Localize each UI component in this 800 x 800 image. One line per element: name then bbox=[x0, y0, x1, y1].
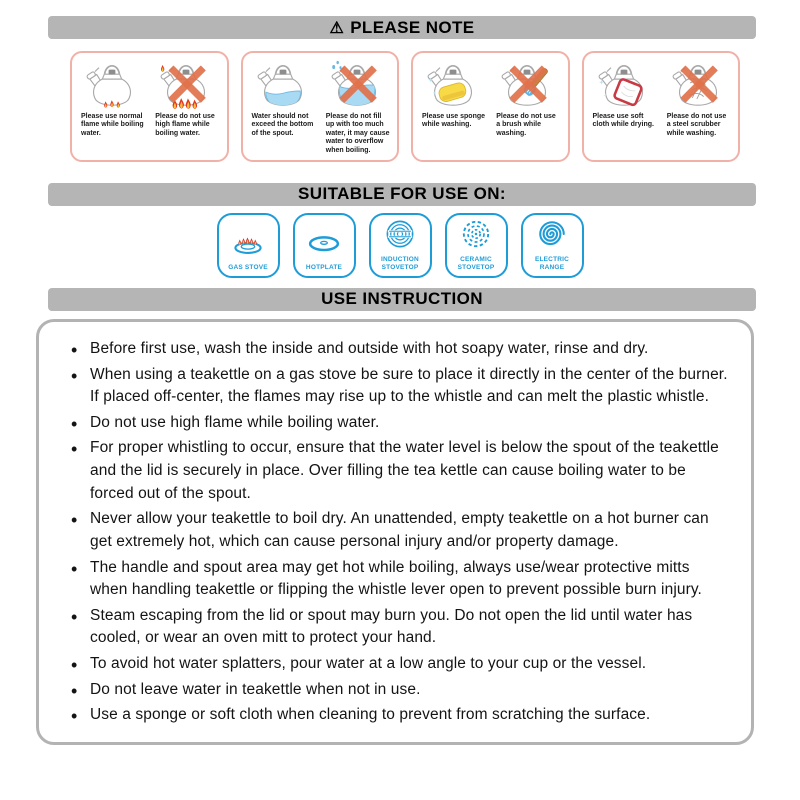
do-caption: Please use sponge while washing. bbox=[422, 113, 486, 129]
dont-caption: Please do not use a brush while washing. bbox=[496, 113, 556, 137]
electric-range-icon bbox=[527, 213, 577, 255]
instruction-item: • Do not use high flame while boiling water. bbox=[69, 412, 729, 435]
stove-label: CERAMIC STOVETOP bbox=[457, 255, 495, 271]
stove-electric bbox=[521, 213, 584, 278]
instruction-item: • When using a teakettle on a gas stove be sure to place it directly in the center of the burner. If placed off-center, the flames may rise up to the whistle and can melt the plastic whistle. bbox=[69, 364, 729, 409]
stove-ceramic bbox=[445, 213, 508, 278]
do-caption: Please use normal flame while boiling water. bbox=[81, 113, 144, 137]
warning-box-water bbox=[241, 51, 400, 162]
dont-caption: Please do not use a steel scrubber while washing. bbox=[666, 113, 727, 137]
kettle-steel-scrubber-crossed-icon bbox=[663, 58, 733, 112]
instruction-item: • To avoid hot water splatters, pour water at a low angle to your cup or the vessel. bbox=[69, 653, 729, 676]
please-note-header bbox=[48, 16, 756, 39]
use-instruction-title: USE INSTRUCTION bbox=[321, 289, 483, 309]
dont-caption: Please do not use high flame while boiling water. bbox=[155, 113, 215, 137]
kettle-overfilled-crossed-icon bbox=[322, 58, 392, 112]
kettle-brush-crossed-icon bbox=[492, 58, 562, 112]
stove-induction bbox=[369, 213, 432, 278]
stove-gas bbox=[217, 213, 280, 278]
please-note-title: PLEASE NOTE bbox=[350, 17, 475, 37]
do-cell bbox=[416, 58, 490, 155]
stove-label: HOTPLATE bbox=[305, 263, 343, 271]
gas-stove-icon bbox=[223, 221, 273, 263]
warning-box-flame bbox=[70, 51, 229, 162]
kettle-water-level-icon bbox=[248, 58, 318, 112]
dont-cell bbox=[490, 58, 564, 155]
stove-label: INDUCTION STOVETOP bbox=[381, 255, 419, 271]
suitable-title: SUITABLE FOR USE ON: bbox=[298, 184, 506, 204]
stove-label: GAS STOVE bbox=[228, 263, 268, 271]
do-cell bbox=[75, 58, 149, 155]
instruction-item: • Do not leave water in teakettle when not in use. bbox=[69, 679, 729, 702]
instruction-item: • Never allow your teakettle to boil dry. An unattended, empty teakettle on a hot burner can get extremely hot, which can cause personal injury and/or property damage. bbox=[69, 508, 729, 553]
instruction-item: • Steam escaping from the lid or spout may burn you. Do not open the lid until water has cooled, or wear an oven mitt to protect your hand. bbox=[69, 605, 729, 650]
kettle-sponge-icon bbox=[418, 58, 488, 112]
instruction-box bbox=[36, 319, 754, 745]
stove-hotplate bbox=[293, 213, 356, 278]
use-instruction-header bbox=[48, 288, 756, 311]
hotplate-icon bbox=[299, 221, 349, 263]
instruction-item: • The handle and spout area may get hot while boiling, always use/wear protective mitts when handling teakettle or flipping the whistle lever open to prevent possible burn injury. bbox=[69, 557, 729, 602]
instruction-item: • Before first use, wash the inside and outside with hot soapy water, rinse and dry. bbox=[69, 338, 729, 361]
do-cell bbox=[246, 58, 320, 155]
instruction-list bbox=[69, 338, 729, 727]
warning-box-drying bbox=[582, 51, 741, 162]
instruction-item: • For proper whistling to occur, ensure that the water level is below the spout of the teakettle and the lid is securely in place. Over filling the tea kettle can cause boiling water to be forced out of the spout. bbox=[69, 437, 729, 505]
kettle-normal-flame-icon bbox=[77, 58, 147, 112]
dont-cell bbox=[149, 58, 223, 155]
dont-cell bbox=[320, 58, 394, 155]
instruction-item: • Use a sponge or soft cloth when cleaning to prevent from scratching the surface. bbox=[69, 704, 729, 727]
dont-caption: Please do not fill up with too much water, it may cause water to overflow when boiling. bbox=[325, 113, 390, 154]
warning-box-washing bbox=[411, 51, 570, 162]
induction-stovetop-icon bbox=[375, 213, 425, 255]
kettle-soft-cloth-icon bbox=[589, 58, 659, 112]
suitable-header bbox=[48, 183, 756, 206]
do-cell bbox=[587, 58, 661, 155]
stove-icons-row bbox=[0, 213, 800, 278]
stove-label: ELECTRIC RANGE bbox=[534, 255, 570, 271]
warning-triangle-icon: ⚠ bbox=[329, 19, 345, 37]
warning-boxes-row bbox=[70, 51, 740, 162]
ceramic-stovetop-icon bbox=[451, 213, 501, 255]
kettle-high-flame-crossed-icon bbox=[151, 58, 221, 112]
do-caption: Please use soft cloth while drying. bbox=[592, 113, 654, 129]
do-caption: Water should not exceed the bottom of the spout. bbox=[251, 113, 314, 137]
dont-cell bbox=[661, 58, 735, 155]
